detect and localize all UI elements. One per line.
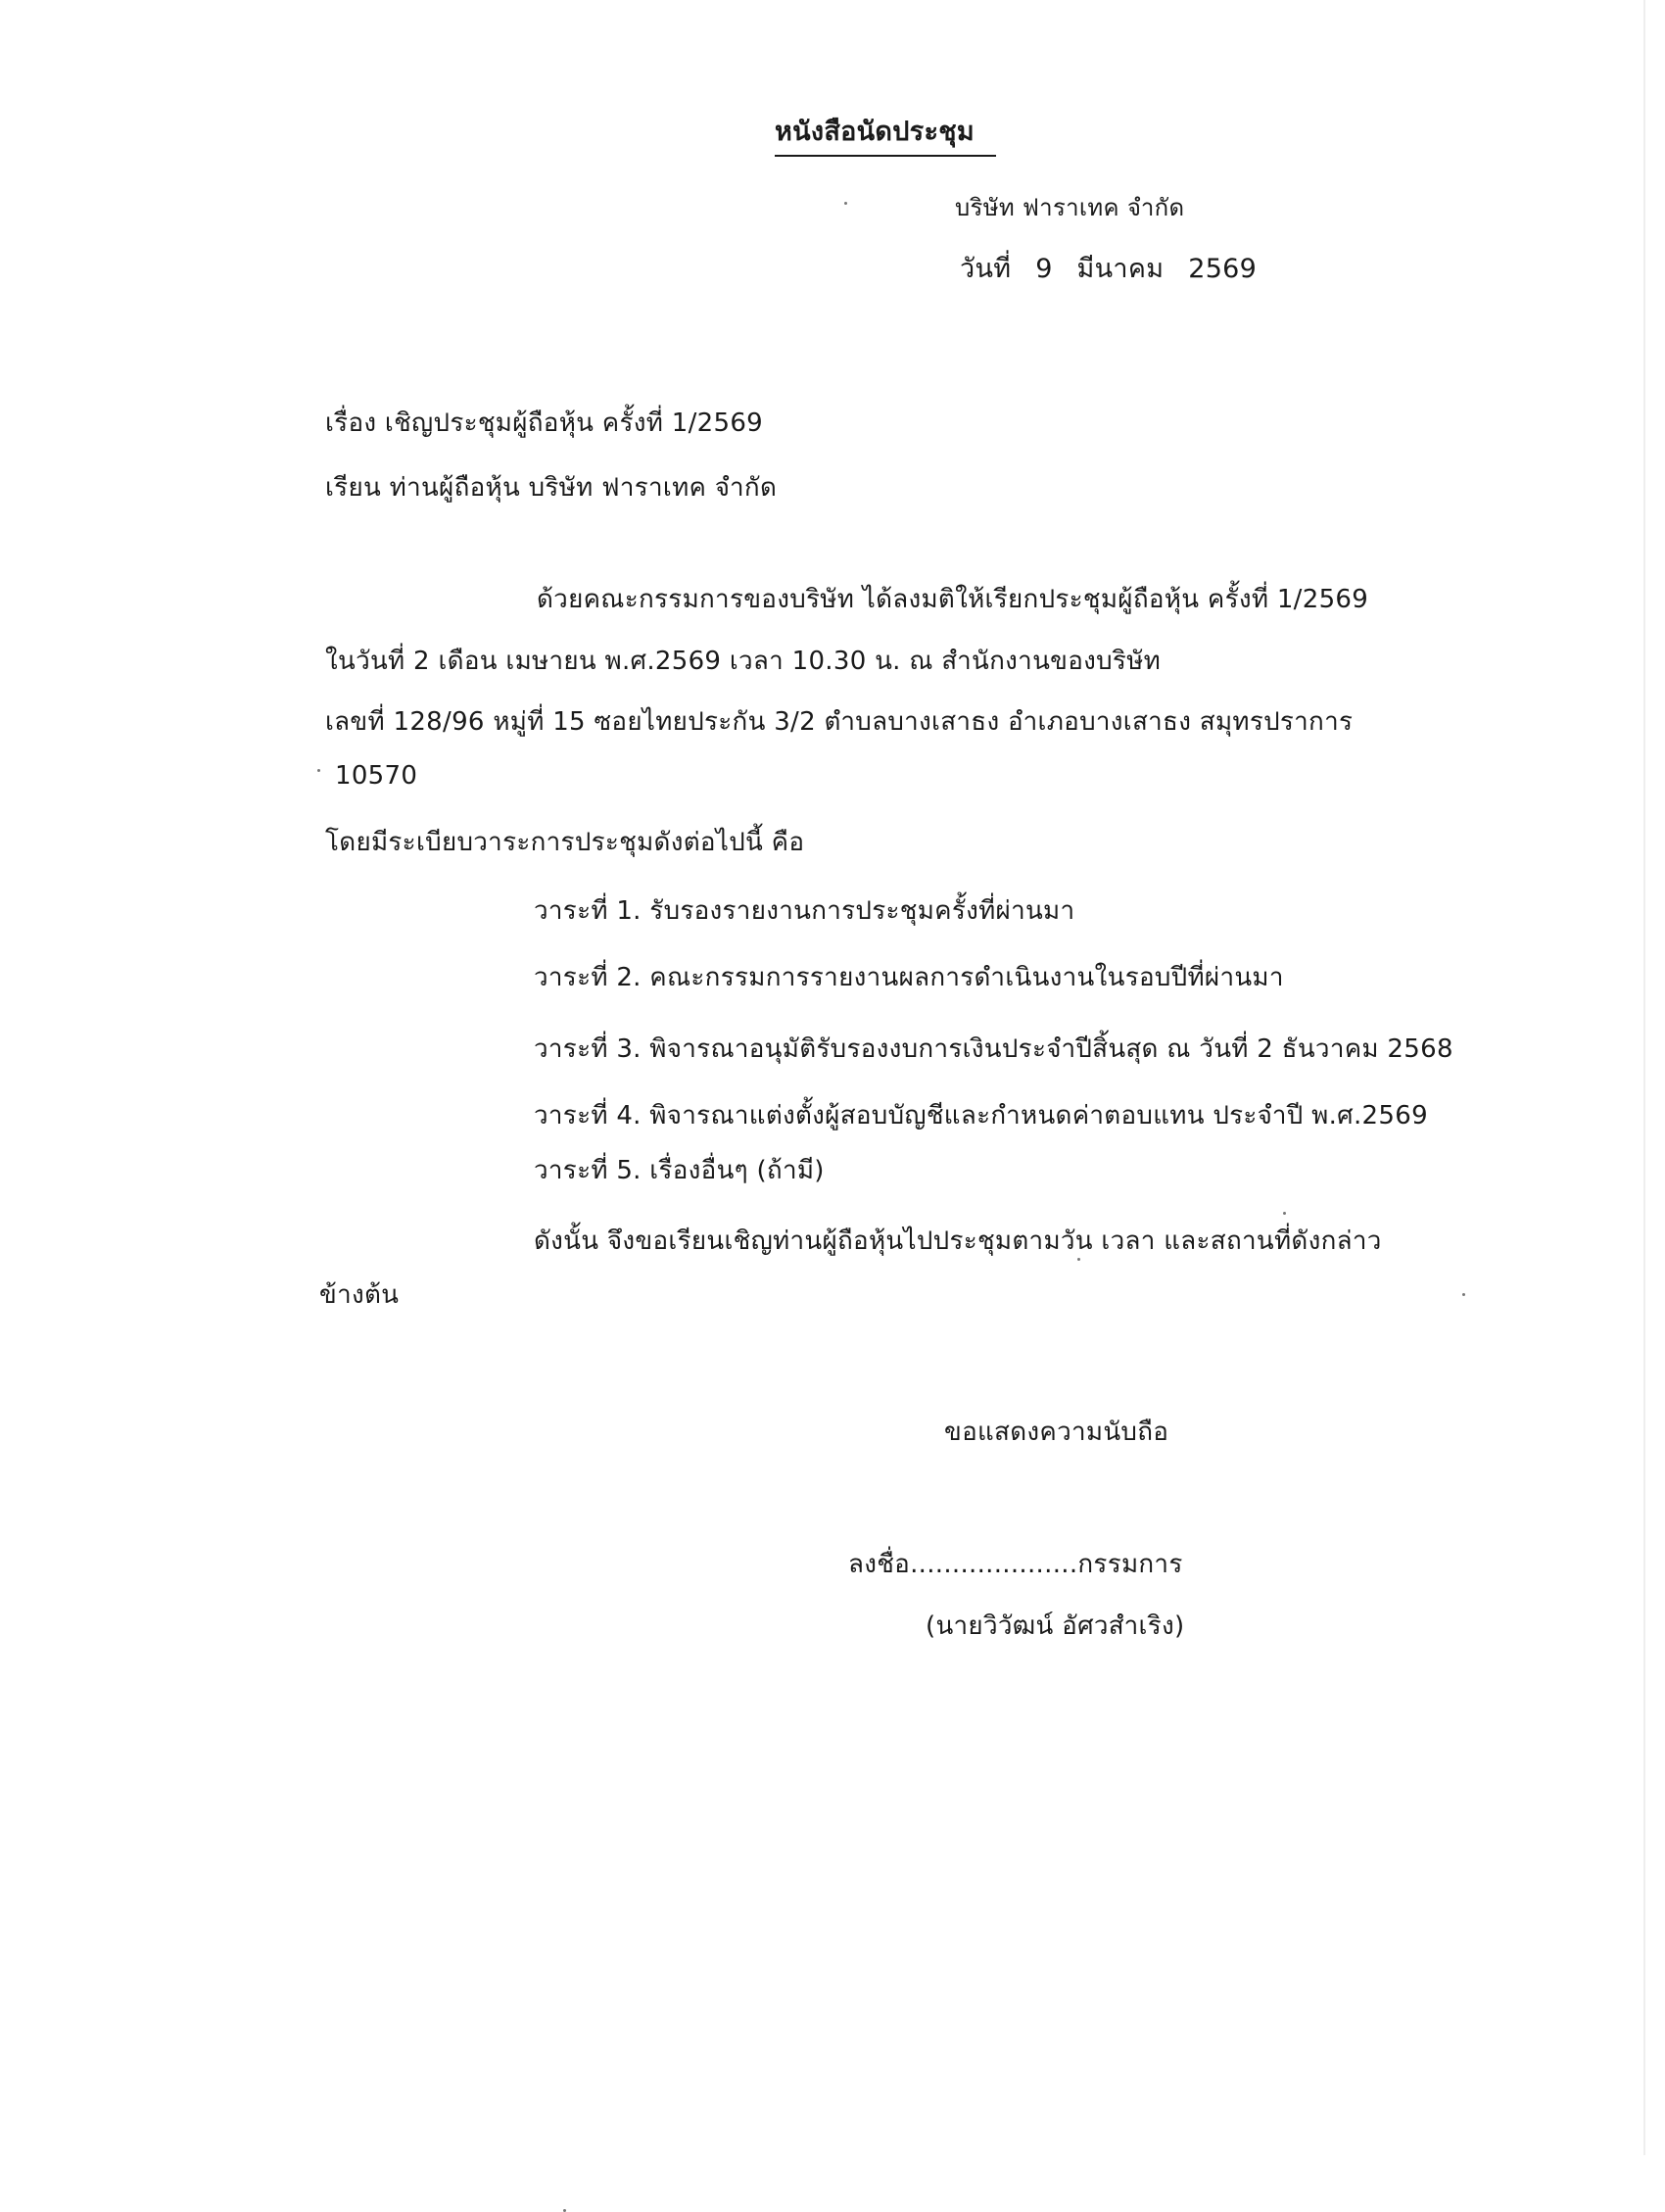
closing-line: ข้างต้น [319,1280,400,1310]
signer-name: (นายวิวัฒน์ อัศวสำเริง) [926,1611,1185,1641]
scan-speck [844,202,847,205]
title-underline [775,155,996,157]
scan-speck [1077,1258,1080,1261]
postal-code: 10570 [335,761,418,791]
document-date: วันที่ 9 มีนาคม 2569 [960,254,1258,284]
body-line: ด้วยคณะกรรมการของบริษัท ได้ลงมติให้เรียกประชุมผู้ถือหุ้น ครั้งที่ 1/2569 [537,585,1369,614]
recipient-line: เรียน ท่านผู้ถือหุ้น บริษัท ฟาราเทค จำกัด [325,473,778,503]
scan-speck [1462,1293,1465,1296]
regards-line: ขอแสดงความนับถือ [944,1418,1169,1447]
agenda-item: วาระที่ 5. เรื่องอื่นๆ (ถ้ามี) [534,1156,825,1185]
agenda-item: วาระที่ 2. คณะกรรมการรายงานผลการดำเนินงานในรอบปีที่ผ่านมา [534,963,1284,992]
document-title: หนังสือนัดประชุม [775,117,975,147]
scan-speck [317,769,320,772]
scan-speck [1283,1212,1286,1215]
subject-line: เรื่อง เชิญประชุมผู้ถือหุ้น ครั้งที่ 1/2569 [325,409,764,438]
closing-line: ดังนั้น จึงขอเรียนเชิญท่านผู้ถือหุ้นไปประชุมตามวัน เวลา และสถานที่ดังกล่าว [534,1226,1382,1256]
body-line: เลขที่ 128/96 หมู่ที่ 15 ซอยไทยประกัน 3/2 ตำบลบางเสาธง อำเภอบางเสาธง สมุทรปราการ [325,707,1354,737]
page-edge [1643,0,1645,2155]
company-name: บริษัท ฟาราเทค จำกัด [955,194,1185,221]
agenda-intro: โดยมีระเบียบวาระการประชุมดังต่อไปนี้ คือ [325,828,805,857]
agenda-item: วาระที่ 3. พิจารณาอนุมัติรับรองงบการเงินประจำปีสิ้นสุด ณ วันที่ 2 ธันวาคม 2568 [534,1034,1453,1064]
agenda-item: วาระที่ 1. รับรองรายงานการประชุมครั้งที่ผ่านมา [534,896,1075,926]
signature-line: ลงชื่อ....................กรรมการ [848,1550,1183,1579]
body-line: ในวันที่ 2 เดือน เมษายน พ.ศ.2569 เวลา 10.30 น. ณ สำนักงานของบริษัท [325,647,1162,676]
agenda-item: วาระที่ 4. พิจารณาแต่งตั้งผู้สอบบัญชีและกำหนดค่าตอบแทน ประจำปี พ.ศ.2569 [534,1101,1428,1130]
